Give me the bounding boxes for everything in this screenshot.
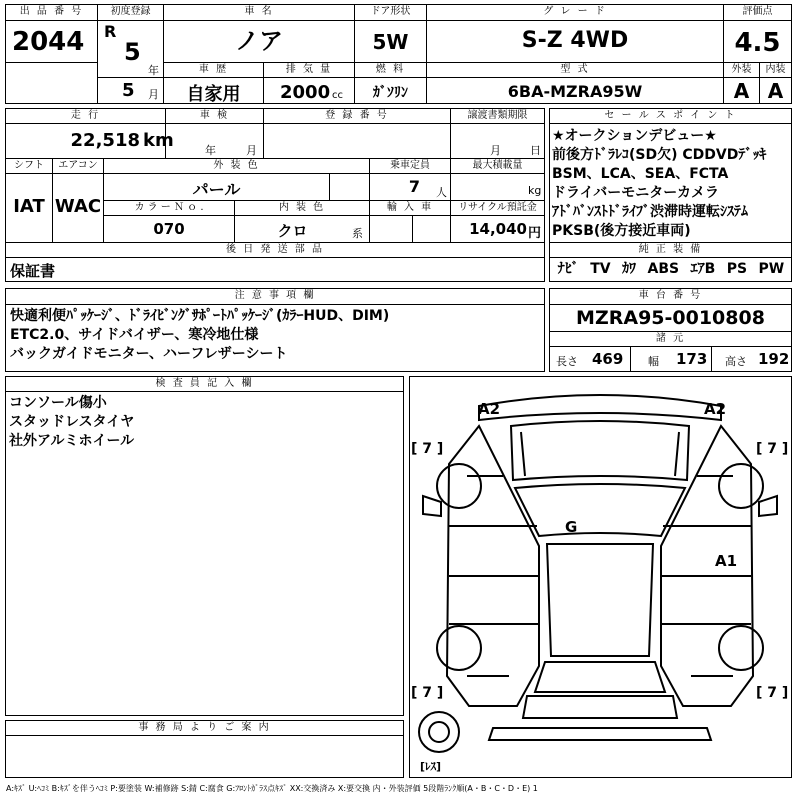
score: 4.5 [734, 28, 781, 58]
recycle-unit: 円 [528, 226, 542, 241]
first-reg-label: 初度登録 [98, 5, 163, 19]
chassis-label: 車 台 番 号 [550, 289, 791, 303]
regno-label: 登 録 番 号 [264, 109, 450, 123]
ac-label: エアコン [53, 159, 103, 173]
shift-label: シフト [6, 159, 52, 173]
length-label: 長さ [556, 355, 578, 368]
sales-point-line: ★オークションデビュー★ [552, 128, 717, 144]
mileage-label: 走 行 [6, 109, 165, 123]
interior-color: クロ [277, 222, 308, 240]
exterior-grade: A [733, 79, 750, 103]
length: 469 [592, 350, 624, 368]
equipment-item: PW [758, 261, 785, 277]
interior-grade: A [767, 79, 784, 103]
fuel-label: 燃 料 [355, 63, 426, 77]
car-name-label: 車 名 [164, 5, 354, 19]
door-label: ドア形状 [355, 5, 426, 19]
door-type: 5W [372, 30, 409, 54]
exterior-label: 外装 [724, 63, 759, 77]
capacity-unit: 人 [436, 186, 447, 199]
dims-label: 諸 元 [550, 332, 791, 346]
color-number: 070 [153, 220, 185, 238]
grade: S-Z 4WD [521, 28, 629, 53]
transfer-label: 譲渡書類期限 [451, 109, 544, 123]
color-label: 外 装 色 [104, 159, 369, 173]
notes-lines [10, 307, 542, 364]
transfer-month-unit: 月 [490, 144, 501, 157]
recycle-label: リサイクル預託金 [451, 201, 544, 215]
mileage: 22,518 [70, 130, 140, 151]
era: R [104, 22, 117, 41]
reg-year: 5 [124, 38, 141, 66]
capacity: 7 [408, 177, 420, 196]
note-line: バックガイドモニター、ハーフレザーシート [10, 346, 288, 362]
reg-month: 5 [122, 80, 135, 101]
displacement-label: 排 気 量 [264, 63, 354, 77]
equip-label: 純 正 装 備 [550, 243, 791, 257]
exterior-color: パール [192, 180, 241, 199]
tire-tag: [ 7 ] [411, 685, 444, 701]
reg-year-unit: 年 [148, 64, 159, 77]
lot-label: 出 品 番 号 [6, 5, 97, 19]
recycle-fee: 14,040 [469, 220, 527, 238]
history: 自家用 [186, 84, 241, 105]
sales-lines [552, 127, 790, 241]
equipment-item: TV [590, 261, 611, 277]
interior-label: 内装 [760, 63, 791, 77]
inspector-label: 検 査 員 記 入 欄 [6, 377, 403, 391]
later-parts: 保証書 [10, 262, 56, 280]
transfer-day-unit: 日 [530, 144, 541, 157]
sales-label: セ ー ル ス ポ イ ン ト [550, 109, 791, 123]
load-label: 最大積載量 [451, 159, 544, 173]
colorno-label: カ ラ ー Ｎ ｏ . [104, 201, 234, 215]
legend: A:ｷｽﾞ U:ﾍｺﾐ B:ｷｽﾞを伴うﾍｺﾐ P:要塗装 W:補修跡 S:錆 C:腐食 G:ﾌﾛﾝﾄｶﾞﾗｽ点ｷｽﾞ XX:交換済み X:要交換 内・外装評価 5段階ﾗﾝｸ順(A・B・C・D・E) 1 [6, 784, 538, 793]
sales-point-line: PKSB(後方接近車両) [552, 223, 691, 239]
equipment-item: ｴｱB [690, 261, 716, 277]
height-label: 高さ [725, 355, 747, 368]
office-label: 事 務 局 よ り ご 案 内 [6, 721, 403, 735]
height: 192 [758, 350, 790, 368]
note-line: 快適利便ﾊﾟｯｹｰｼﾞ、ﾄﾞﾗｲﾋﾞﾝｸﾞｻﾎﾟｰﾄﾊﾟｯｹｰｼﾞ(ｶﾗｰHUD、DIM) [10, 308, 390, 324]
inspector-lines [9, 394, 399, 451]
displacement-unit: cc [332, 90, 343, 101]
equipment-item: PS [726, 261, 748, 277]
tire-tag: [ 7 ] [756, 441, 789, 457]
lot-number: 2044 [12, 27, 85, 57]
history-label: 車 歴 [164, 63, 263, 77]
equipment-item: ﾅﾋﾞ [557, 261, 579, 277]
inspection-year-unit: 年 [205, 144, 216, 157]
model-label: 型 式 [427, 63, 723, 77]
notes-label: 注 意 事 項 欄 [6, 289, 544, 303]
ac: WAC [54, 196, 102, 217]
car-name: ノア [235, 27, 283, 55]
width-label: 幅 [648, 355, 659, 368]
inspection-month-unit: 月 [246, 144, 257, 157]
model: 6BA-MZRA95W [507, 82, 643, 101]
later-label: 後 日 発 送 部 品 [6, 243, 544, 257]
tire-tag: [ 7 ] [756, 685, 789, 701]
sales-point-line: ｱﾄﾞﾊﾞﾝｽﾄﾄﾞﾗｲﾌﾞ渋滞時運転ｼｽﾃﾑ [552, 204, 748, 220]
reg-month-unit: 月 [148, 88, 159, 101]
capacity-label: 乗車定員 [370, 159, 450, 173]
interior-color-unit: 系 [352, 227, 363, 240]
inspector-line: 社外アルミホイール [9, 433, 135, 449]
equipment-item: ｶﾜ [622, 261, 637, 277]
damage-mark: G [565, 518, 578, 536]
displacement: 2000 [280, 82, 331, 103]
inspector-line: コンソール傷小 [9, 395, 107, 411]
sales-point-line: 前後方ﾄﾞﾗﾚｺ(SD欠) CDDVDﾃﾞｯｷ [552, 147, 767, 163]
grade-label: グ レ ー ド [427, 5, 723, 19]
note-line: ETC2.0、サイドバイザー、寒冷地仕様 [10, 327, 259, 343]
sales-point-line: ドライバーモニターカメラ [552, 185, 720, 201]
car-diagram [409, 376, 792, 778]
sales-point-line: BSM、LCA、SEA、FCTA [552, 166, 729, 182]
import-label: 輸 入 車 [370, 201, 450, 215]
inspector-line: スタッドレスタイヤ [9, 414, 135, 430]
tire-tag: [ 7 ] [411, 441, 444, 457]
spare-tag: [ﾚｽ] [420, 760, 442, 773]
equip-items [552, 259, 790, 279]
equipment-item: ABS [647, 261, 680, 277]
mileage-unit: km [143, 130, 174, 151]
intcolor-label: 内 装 色 [235, 201, 369, 215]
load-unit: kg [528, 184, 542, 197]
damage-mark: A2 [478, 400, 501, 418]
fuel: ｶﾞｿﾘﾝ [373, 85, 408, 101]
score-label: 評価点 [724, 5, 791, 19]
width: 173 [676, 350, 708, 368]
inspection-label: 車 検 [166, 109, 263, 123]
chassis-number: MZRA95-0010808 [576, 307, 765, 329]
damage-mark: A2 [704, 400, 727, 418]
damage-mark: A1 [715, 552, 738, 570]
shift: IAT [13, 196, 45, 217]
